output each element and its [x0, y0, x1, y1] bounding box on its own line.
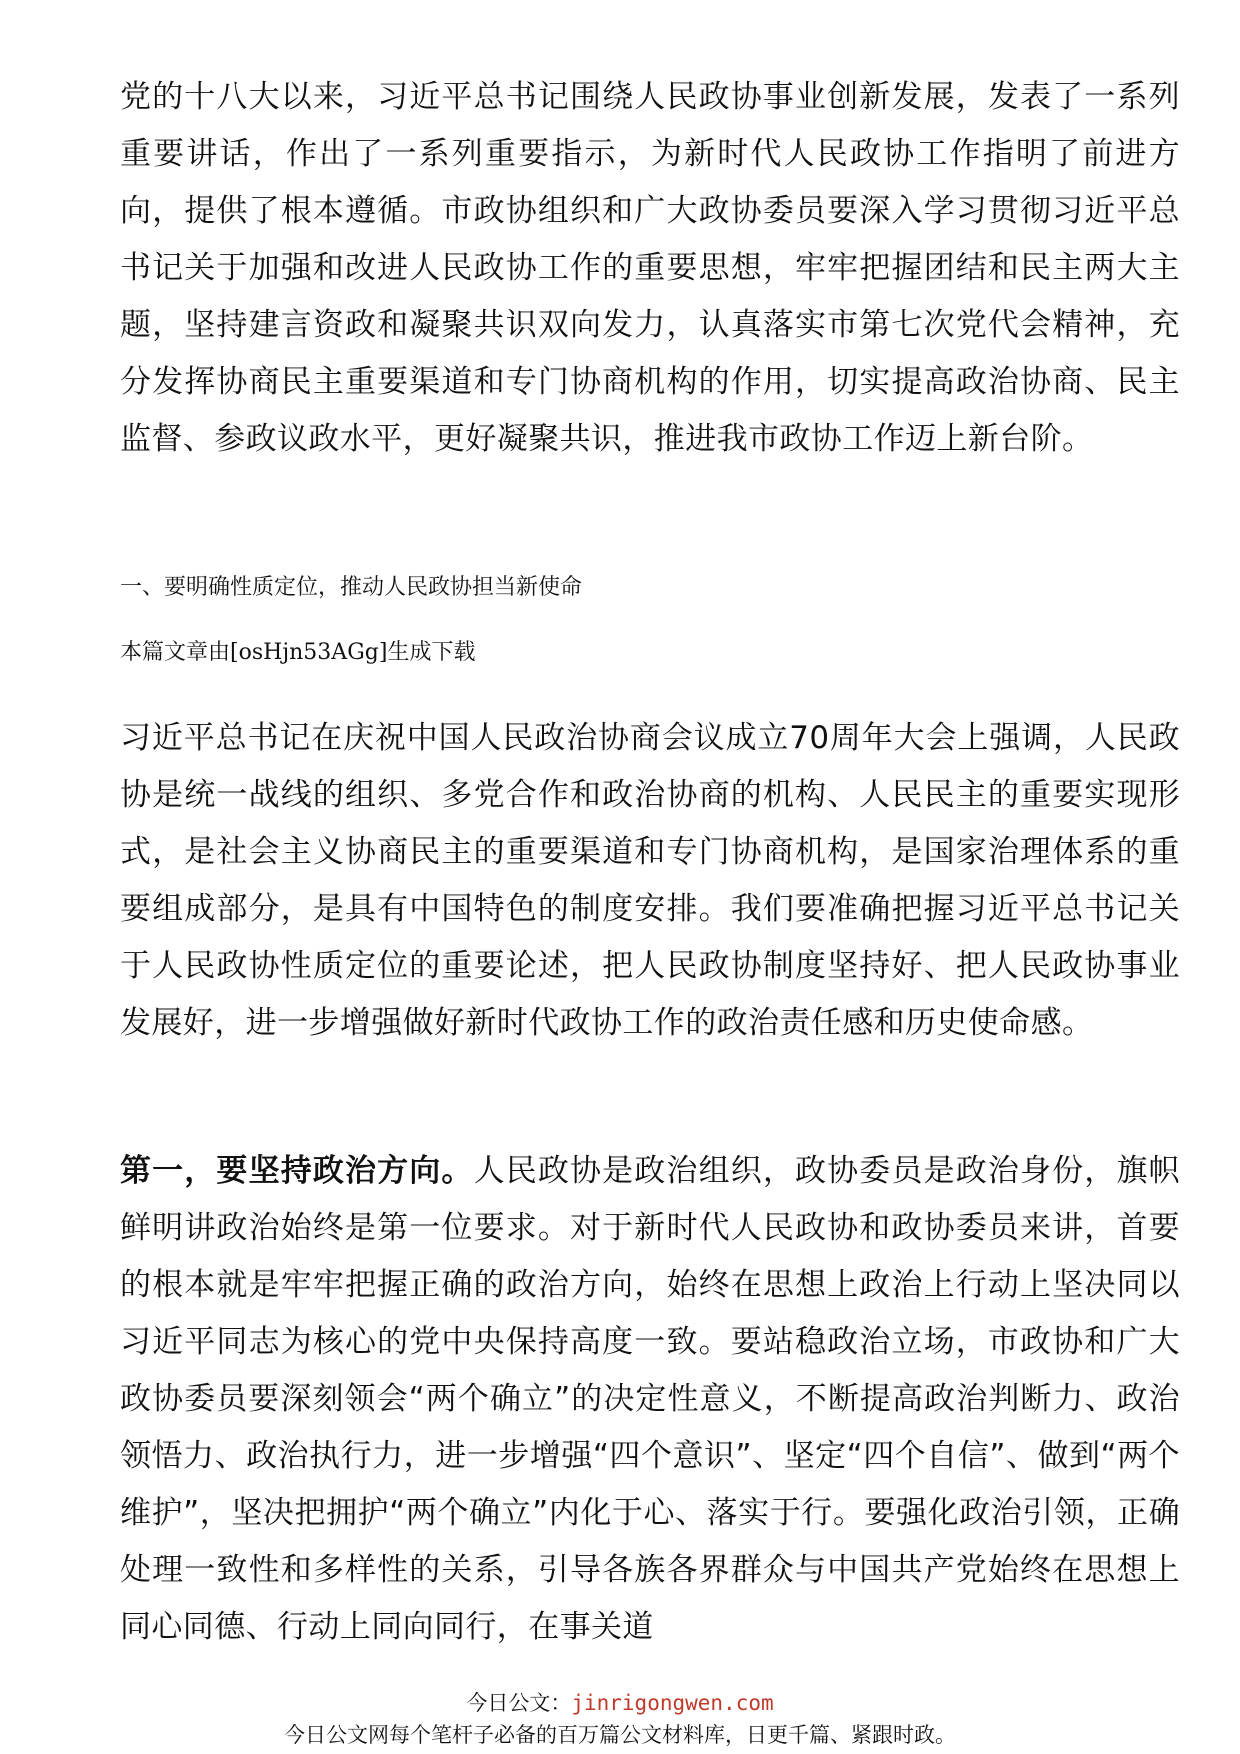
- download-notice: [120, 637, 475, 669]
- paragraph-3: [120, 1143, 1180, 1656]
- section-heading: 一、要明确性质定位，推动人民政协担当新使命: [120, 575, 583, 600]
- paragraph-2: 习近平总书记在庆祝中国人民政治协商会议成立70周年大会上强调，人民政协是统一战线的组织、多党合作和政治协商的机构、人民民主的重要实现形式，是社会主义协商民主的重要渠道和专门协商机构，是国家治理体系的重要组成部分，是具有中国特色的制度安排。我们要准确把握习近平总书记关于人民政协性质定位的重要论述，把人民政协制度坚持好、把人民政协事业发展好，进一步增强做好新时代政协工作的政治责任感和历史使命感。: [120, 720, 1180, 1041]
- footer-site: [0, 1689, 1240, 1717]
- footer-site-label: 今日公文：: [466, 1691, 572, 1715]
- notice-prefix: 本篇文章由: [120, 640, 231, 665]
- intro-paragraph: 党的十八大以来，习近平总书记围绕人民政协事业创新发展，发表了一系列重要讲话，作出了一系列重要指示，为新时代人民政协工作指明了前进方向，提供了根本遵循。市政协组织和广大政协委员要深入学习贯彻习近平总书记关于加强和改进人民政协工作的重要思想，牢牢把握团结和民主两大主题，坚持建言资政和凝聚共识双向发力，认真落实市第七次党代会精神，充分发挥协商民主重要渠道和专门协商机构的作用，切实提高政治协商、民主监督、参政议政水平，更好凝聚共识，推进我市政协工作迈上新台阶。: [120, 79, 1180, 457]
- paragraph-3-lead: 第一，要坚持政治方向。: [120, 1153, 474, 1189]
- footer-tagline: 今日公文网每个笔杆子必备的百万篇公文材料库，日更千篇、紧跟时政。: [284, 1723, 956, 1747]
- footer-site-url[interactable]: jinrigongwen.com: [571, 1691, 774, 1715]
- paragraph-3-body: 人民政协是政治组织，政协委员是政治身份，旗帜鲜明讲政治始终是第一位要求。对于新时代人民政协和政协委员来讲，首要的根本就是牢牢把握正确的政治方向，始终在思想上政治上行动上坚决同以习近平同志为核心的党中央保持高度一致。要站稳政治立场，市政协和广大政协委员要深刻领会“两个确立”的决定性意义，不断提高政治判断力、政治领悟力、政治执行力，进一步增强“四个意识”、坚定“四个自信”、做到“两个维护”，坚决把拥护“两个确立”内化于心、落实于行。要强化政治引领，正确处理一致性和多样性的关系，引导各族各界群众与中国共产党始终在思想上同心同德、行动上同向同行，在事关道: [120, 1153, 1180, 1645]
- notice-suffix: 生成下载: [387, 640, 476, 665]
- notice-code: [osHjn53AGg]: [230, 640, 388, 665]
